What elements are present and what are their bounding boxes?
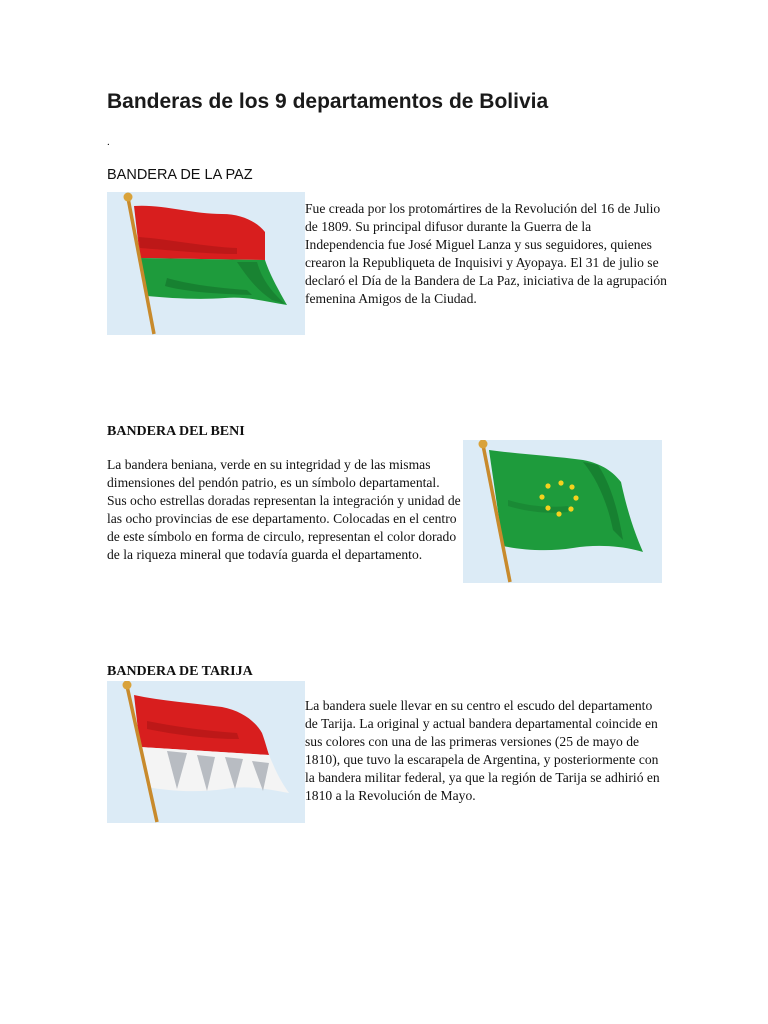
flag-image-beni [463, 440, 662, 583]
page-title: Banderas de los 9 departamentos de Bolivia [107, 90, 549, 113]
beni-flag-icon [463, 440, 662, 583]
tarija-flag-icon [107, 681, 305, 823]
separator-dot: . [107, 136, 110, 148]
section-text-la-paz: Fue creada por los protomártires de la Revolución del 16 de Julio de 1809. Su principal difusor durante la Guerra de la Independencia fue José Miguel Lanza y sus seguidores, quienes crearon la Republiqueta de Inquisivi y Ayopaya. El 31 de julio se declaró el Día de la Bandera de La Paz, iniciativa de la agrupación femenina Amigos de la Ciudad. [305, 201, 667, 306]
section-text-tarija: La bandera suele llevar en su centro el escudo del departamento de Tarija. La original y actual bandera departamental coincide en sus colores con una de las primeras versiones (25 de mayo de 1810), que tuvo la escarapela de Argentina, y posteriormente con la bandera militar federal, ya que la región de Tarija se adhirió en 1810 a la Revolución de Mayo. [305, 698, 660, 803]
section-heading-beni: BANDERA DEL BENI [107, 424, 245, 439]
flag-image-la-paz [107, 192, 305, 335]
la-paz-flag-icon [107, 192, 305, 335]
section-text-beni: La bandera beniana, verde en su integridad y de las mismas dimensiones del pendón patrio, es un símbolo departamental. Sus ocho estrellas doradas representan la integración y unidad de las ocho provincias de ese departamento. Colocadas en el centro de este símbolo en forma de circulo, representan el color dorado de la riqueza mineral que todavía guarda el departamento. [107, 457, 461, 562]
flag-image-tarija [107, 681, 305, 823]
section-heading-tarija: BANDERA DE TARIJA [107, 664, 253, 679]
section-heading-la-paz: BANDERA DE LA PAZ [107, 167, 253, 183]
